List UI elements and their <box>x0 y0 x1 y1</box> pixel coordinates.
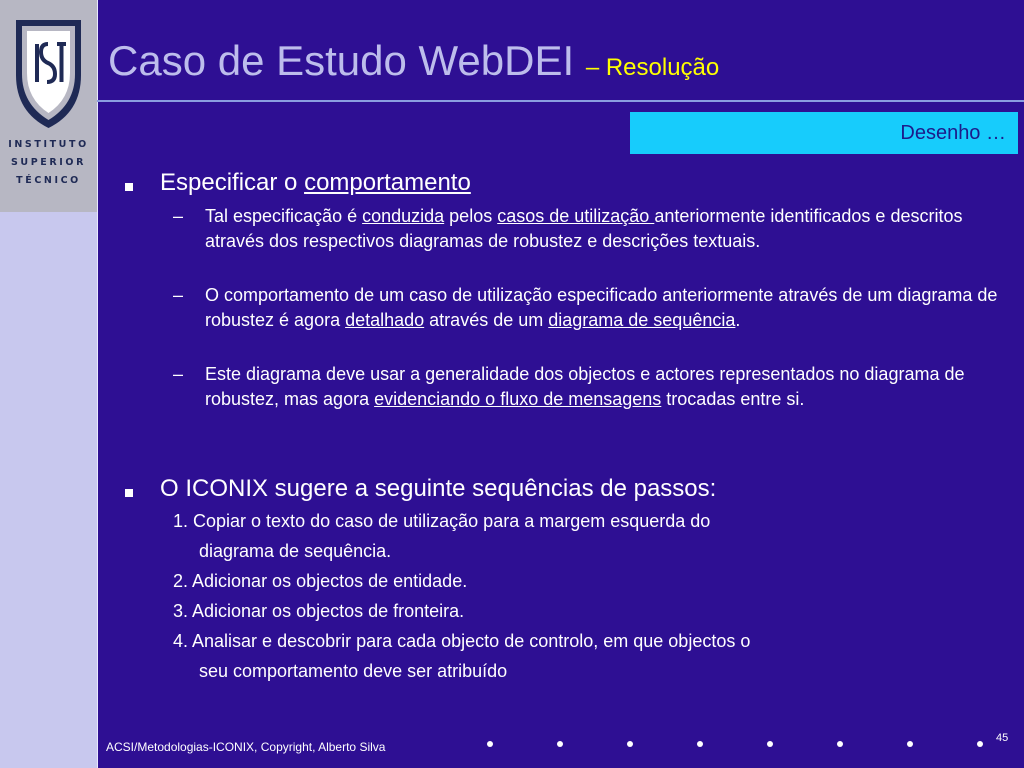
step-1-line-2: diagrama de sequência. <box>199 541 392 561</box>
footer-dot <box>697 741 703 747</box>
institution-logo <box>0 0 97 212</box>
step-2: 2. Adicionar os objectos de entidade. <box>173 571 468 591</box>
footer-dot <box>837 741 843 747</box>
dash-marker: – <box>173 285 184 305</box>
footer-dot <box>977 741 983 747</box>
step-4-line-2: seu comportamento deve ser atribuído <box>199 661 508 681</box>
footer-dot <box>557 741 563 747</box>
sub-bullet-1 <box>205 204 1010 254</box>
bullet-1-prefix: Especificar o <box>160 169 305 196</box>
slide-title-main: Caso de Estudo WebDEI <box>108 37 575 84</box>
bullet-1-keyword: comportamento <box>304 169 471 196</box>
dash-marker: – <box>173 206 184 226</box>
section-tag: Desenho … <box>630 112 1018 154</box>
slide-title <box>108 37 720 84</box>
sub-1-part-c: anteriormente identificados e descritos através dos respectivos diagramas de robustez e descrições textuais. <box>205 206 963 251</box>
sub-2-part-c: . <box>735 310 741 330</box>
footer-dot <box>627 741 633 747</box>
sub-2-part-b: através de um <box>424 310 549 330</box>
sub-3-part-b: trocadas entre si. <box>661 389 805 409</box>
sub-1-part-a: Tal especificação é <box>205 206 363 226</box>
institution-line-1: INSTITUTO <box>8 139 89 150</box>
sub-2-link-detalhado: detalhado <box>345 310 425 330</box>
institution-line-2: SUPERIOR <box>10 157 87 168</box>
sub-1-part-b: pelos <box>444 206 498 226</box>
sub-2-part-a: O comportamento de um caso de utilização especificado anteriormente através de um diagrama de robustez é agora <box>205 285 998 330</box>
step-1-line-1: 1. Copiar o texto do caso de utilização para a margem esquerda do <box>173 511 711 531</box>
step-3: 3. Adicionar os objectos de fronteira. <box>173 601 465 621</box>
institution-line-3: TÉCNICO <box>16 175 81 186</box>
sub-1-link-casos: casos de utilização <box>497 206 655 226</box>
footer-dot <box>907 741 913 747</box>
footer-dot <box>767 741 773 747</box>
sidebar <box>0 0 98 768</box>
sub-1-link-conduzida: conduzida <box>362 206 445 226</box>
bullet-marker <box>125 489 133 497</box>
bullet-1-text <box>160 169 471 197</box>
bullet-marker <box>125 183 133 191</box>
sub-3-part-a: Este diagrama deve usar a generalidade dos objectos e actores representados no diagrama de robustez, mas agora <box>205 364 965 409</box>
sub-bullet-3 <box>205 362 1010 412</box>
bullet-2-text: O ICONIX sugere a seguinte sequências de passos: <box>160 475 717 502</box>
sub-3-link-fluxo: evidenciando o fluxo de mensagens <box>374 389 662 409</box>
step-4-line-1: 4. Analisar e descobrir para cada objecto de controlo, em que objectos o <box>173 631 751 651</box>
title-divider <box>97 100 1024 102</box>
page-number: 45 <box>996 732 1009 744</box>
slide-title-suffix: – Resolução <box>585 54 720 81</box>
dash-marker: – <box>173 364 184 384</box>
sub-bullet-2 <box>205 283 1010 333</box>
footer-copyright: ACSI/Metodologias-ICONIX, Copyright, Alberto Silva <box>106 740 386 754</box>
footer-dot <box>487 741 493 747</box>
sub-2-link-diagrama: diagrama de sequência <box>548 310 736 330</box>
